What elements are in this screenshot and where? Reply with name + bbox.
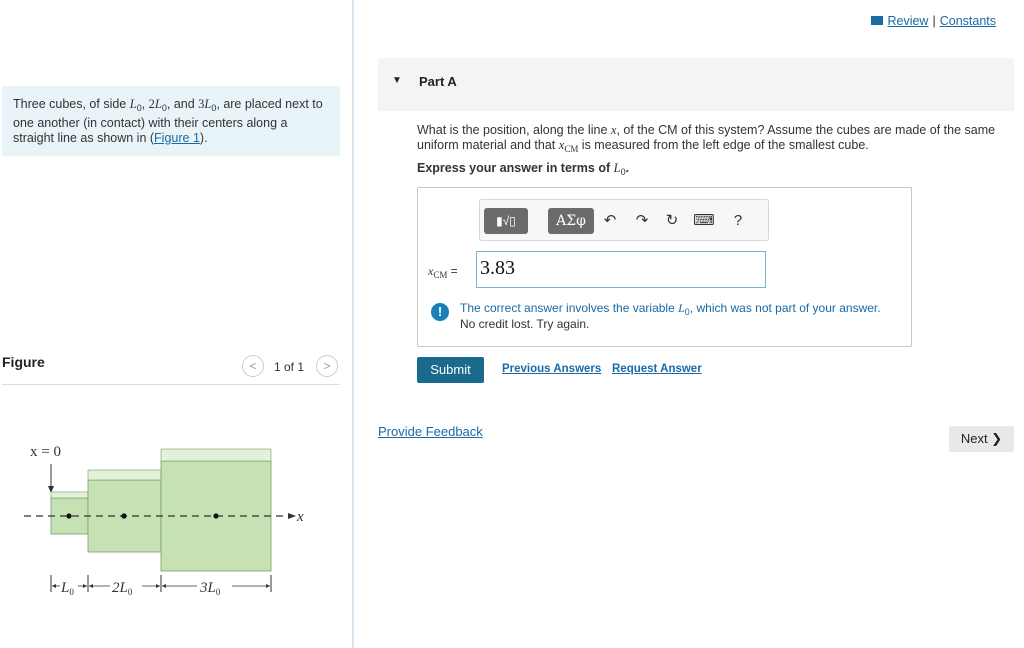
figure-prev-button[interactable]: <: [242, 355, 264, 377]
provide-feedback-link[interactable]: Provide Feedback: [378, 424, 483, 439]
figure-counter: 1 of 1: [274, 360, 305, 374]
dim-arrowhead: [89, 584, 93, 588]
cubes-figure: [0, 420, 340, 610]
var-2L0: L: [154, 97, 162, 111]
instruction-part: .: [625, 161, 630, 175]
next-button[interactable]: Next ❯: [949, 426, 1014, 452]
request-answer-link[interactable]: Request Answer: [612, 363, 702, 375]
feedback-text: The correct answer involves the variable: [460, 301, 679, 315]
constants-link[interactable]: Constants: [939, 14, 996, 28]
separator: |: [932, 14, 936, 28]
cube-large-top: [161, 449, 271, 461]
center-dot-medium: [121, 513, 126, 518]
top-links: [870, 14, 996, 28]
figure-title: Figure: [2, 354, 45, 370]
coef: 2: [148, 97, 155, 111]
equals-sign: =: [447, 264, 458, 278]
instruction-text: [417, 161, 629, 177]
math-toolbar: [479, 199, 769, 241]
var-L0: L: [678, 301, 685, 315]
var-x: x: [610, 123, 617, 137]
x-zero-label: x = 0: [30, 444, 61, 460]
question-part: is measured from the left edge of the smallest cube.: [578, 138, 869, 152]
question-part: , of the CM of this system? Assume the cubes are made of the same uniform material and that: [417, 123, 996, 152]
x-axis-label: x: [297, 509, 304, 525]
var-sub: 0: [620, 167, 626, 177]
figure-link[interactable]: Figure 1: [154, 131, 200, 145]
redo-icon[interactable]: ↷: [635, 212, 649, 229]
problem-text: ,: [141, 97, 149, 111]
var-sub: CM: [564, 144, 579, 154]
dim-arrowhead: [52, 584, 56, 588]
dim-arrowhead: [266, 584, 270, 588]
problem-text: ).: [199, 131, 208, 145]
dim-label-3L0: $3L_0$: [200, 580, 221, 597]
center-dot-large: [213, 513, 218, 518]
answer-input[interactable]: 3.83: [476, 251, 766, 288]
templates-button[interactable]: ▮√▯: [484, 208, 528, 234]
cube-medium-top: [88, 470, 161, 480]
help-icon[interactable]: ?: [733, 212, 743, 229]
var-L0: L: [129, 97, 137, 111]
panel-divider[interactable]: [352, 0, 354, 648]
cube-small-top: [51, 492, 88, 498]
alert-icon: !: [431, 303, 449, 321]
feedback-text: , which was not part of your answer.: [689, 301, 881, 315]
instruction-part: Express your answer in terms of: [417, 161, 614, 175]
left-panel: [0, 0, 352, 648]
part-a-title: Part A: [419, 74, 457, 89]
figure-next-button[interactable]: >: [316, 355, 338, 377]
review-link[interactable]: Review: [887, 14, 929, 28]
reset-icon[interactable]: ↻: [665, 212, 679, 229]
problem-statement: [2, 86, 340, 156]
undo-icon[interactable]: ↶: [603, 212, 617, 229]
problem-text: Three cubes, of side: [13, 97, 130, 111]
question-text: [417, 123, 1007, 157]
review-icon: [870, 16, 883, 25]
var-x: x: [428, 264, 434, 278]
figure-header: [2, 352, 340, 385]
submit-button[interactable]: Submit: [417, 357, 484, 383]
var-sub: CM: [433, 270, 448, 280]
dim-label-2L0: $2L_0$: [112, 580, 133, 597]
keyboard-icon[interactable]: ⌨: [693, 212, 715, 229]
var-xcm: x: [558, 138, 565, 152]
var-sub: 0: [136, 103, 142, 113]
center-dot-small: [66, 513, 71, 518]
var-sub: 0: [161, 103, 167, 113]
problem-text: , are placed next to one another (in contact) with their centers along a straight line as shown in (: [13, 97, 323, 145]
feedback-line-1: [460, 301, 881, 317]
question-part: What is the position, along the line: [417, 123, 611, 137]
previous-answers-link[interactable]: Previous Answers: [502, 363, 602, 375]
greek-symbols-button[interactable]: ΑΣφ: [548, 208, 594, 234]
dim-label-L0: $L_0$: [61, 580, 74, 597]
x-axis-arrowhead: [288, 513, 296, 519]
problem-text: , and: [166, 97, 199, 111]
dim-arrowhead: [156, 584, 160, 588]
var-sub: 0: [211, 103, 217, 113]
part-a-header[interactable]: [378, 58, 1014, 111]
dim-arrowhead: [83, 584, 87, 588]
dim-arrowhead: [162, 584, 166, 588]
answer-label: [428, 264, 458, 280]
var-3L0: L: [204, 97, 212, 111]
coef: 3: [198, 97, 205, 111]
caret-down-icon[interactable]: ▼: [392, 75, 402, 86]
answer-box: [417, 187, 912, 347]
var-sub: 0: [684, 307, 690, 317]
feedback-line-2: No credit lost. Try again.: [460, 317, 590, 331]
var-L0: L: [613, 161, 621, 175]
